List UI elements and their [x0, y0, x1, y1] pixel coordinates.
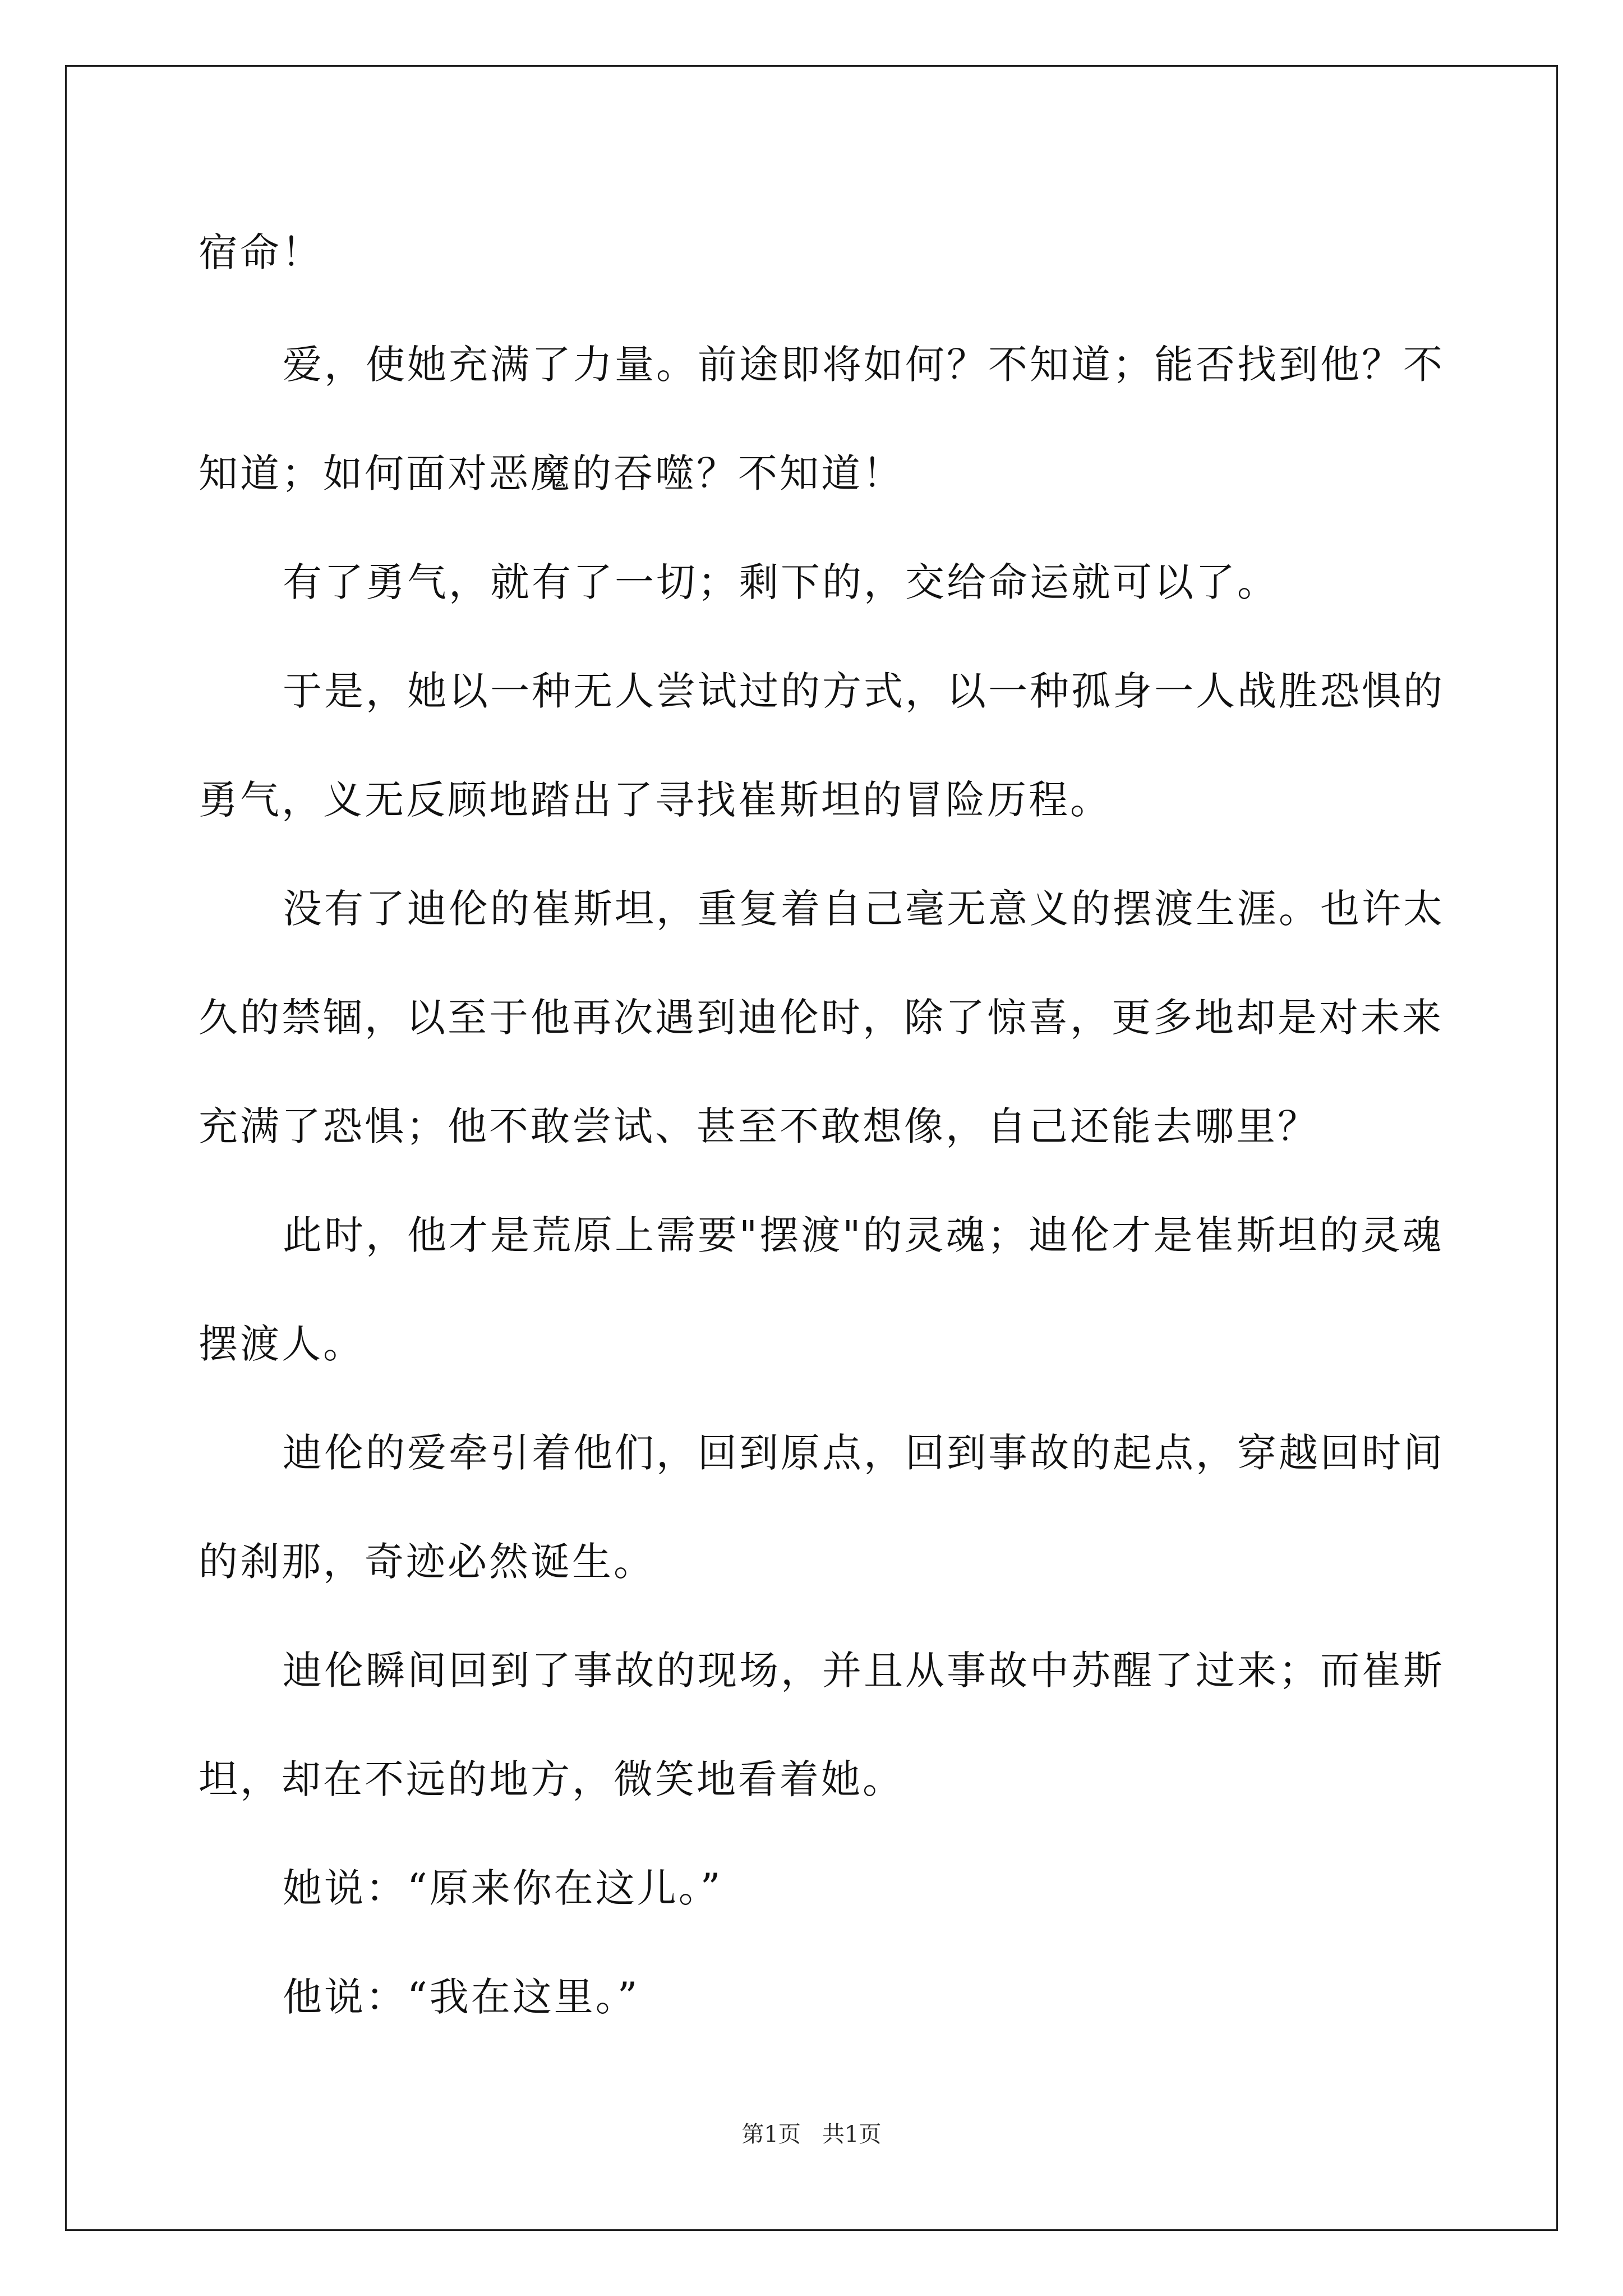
- text-line: 迪伦的爱牵引着他们，回到原点，回到事故的起点，穿越回时间: [283, 1430, 1445, 1476]
- text-line: 充满了恐惧；他不敢尝试、甚至不敢想像，自己还能去哪里？: [199, 1103, 1319, 1149]
- text-line: 没有了迪伦的崔斯坦，重复着自己毫无意义的摆渡生涯。也许太: [283, 886, 1445, 932]
- page-footer: 第1页 共1页: [741, 2122, 882, 2147]
- text-line: 知道；如何面对恶魔的吞噬？不知道！: [199, 450, 904, 496]
- text-line: 她说：“原来你在这儿。”: [283, 1865, 723, 1911]
- text-line: 爱，使她充满了力量。前途即将如何？不知道；能否找到他？不: [283, 342, 1445, 388]
- text-line: 坦，却在不远的地方，微笑地看着她。: [199, 1756, 904, 1802]
- text-line: 久的禁锢，以至于他再次遇到迪伦时，除了惊喜，更多地却是对未来: [199, 995, 1444, 1041]
- text-line: 宿命！: [199, 229, 323, 275]
- text-line: 摆渡人。: [199, 1321, 365, 1367]
- text-line: 迪伦瞬间回到了事故的现场，并且从事故中苏醒了过来；而崔斯: [283, 1648, 1445, 1694]
- text-line: 的刹那，奇迹必然诞生。: [199, 1539, 655, 1585]
- text-line: 勇气，义无反顾地踏出了寻找崔斯坦的冒险历程。: [199, 777, 1112, 823]
- text-line: 他说：“我在这里。”: [283, 1974, 640, 2020]
- text-line: 于是，她以一种无人尝试过的方式，以一种孤身一人战胜恐惧的: [283, 668, 1445, 714]
- text-line: 有了勇气，就有了一切；剩下的，交给命运就可以了。: [283, 559, 1279, 605]
- text-line: 此时，他才是荒原上需要"摆渡"的灵魂；迪伦才是崔斯坦的灵魂: [283, 1212, 1444, 1258]
